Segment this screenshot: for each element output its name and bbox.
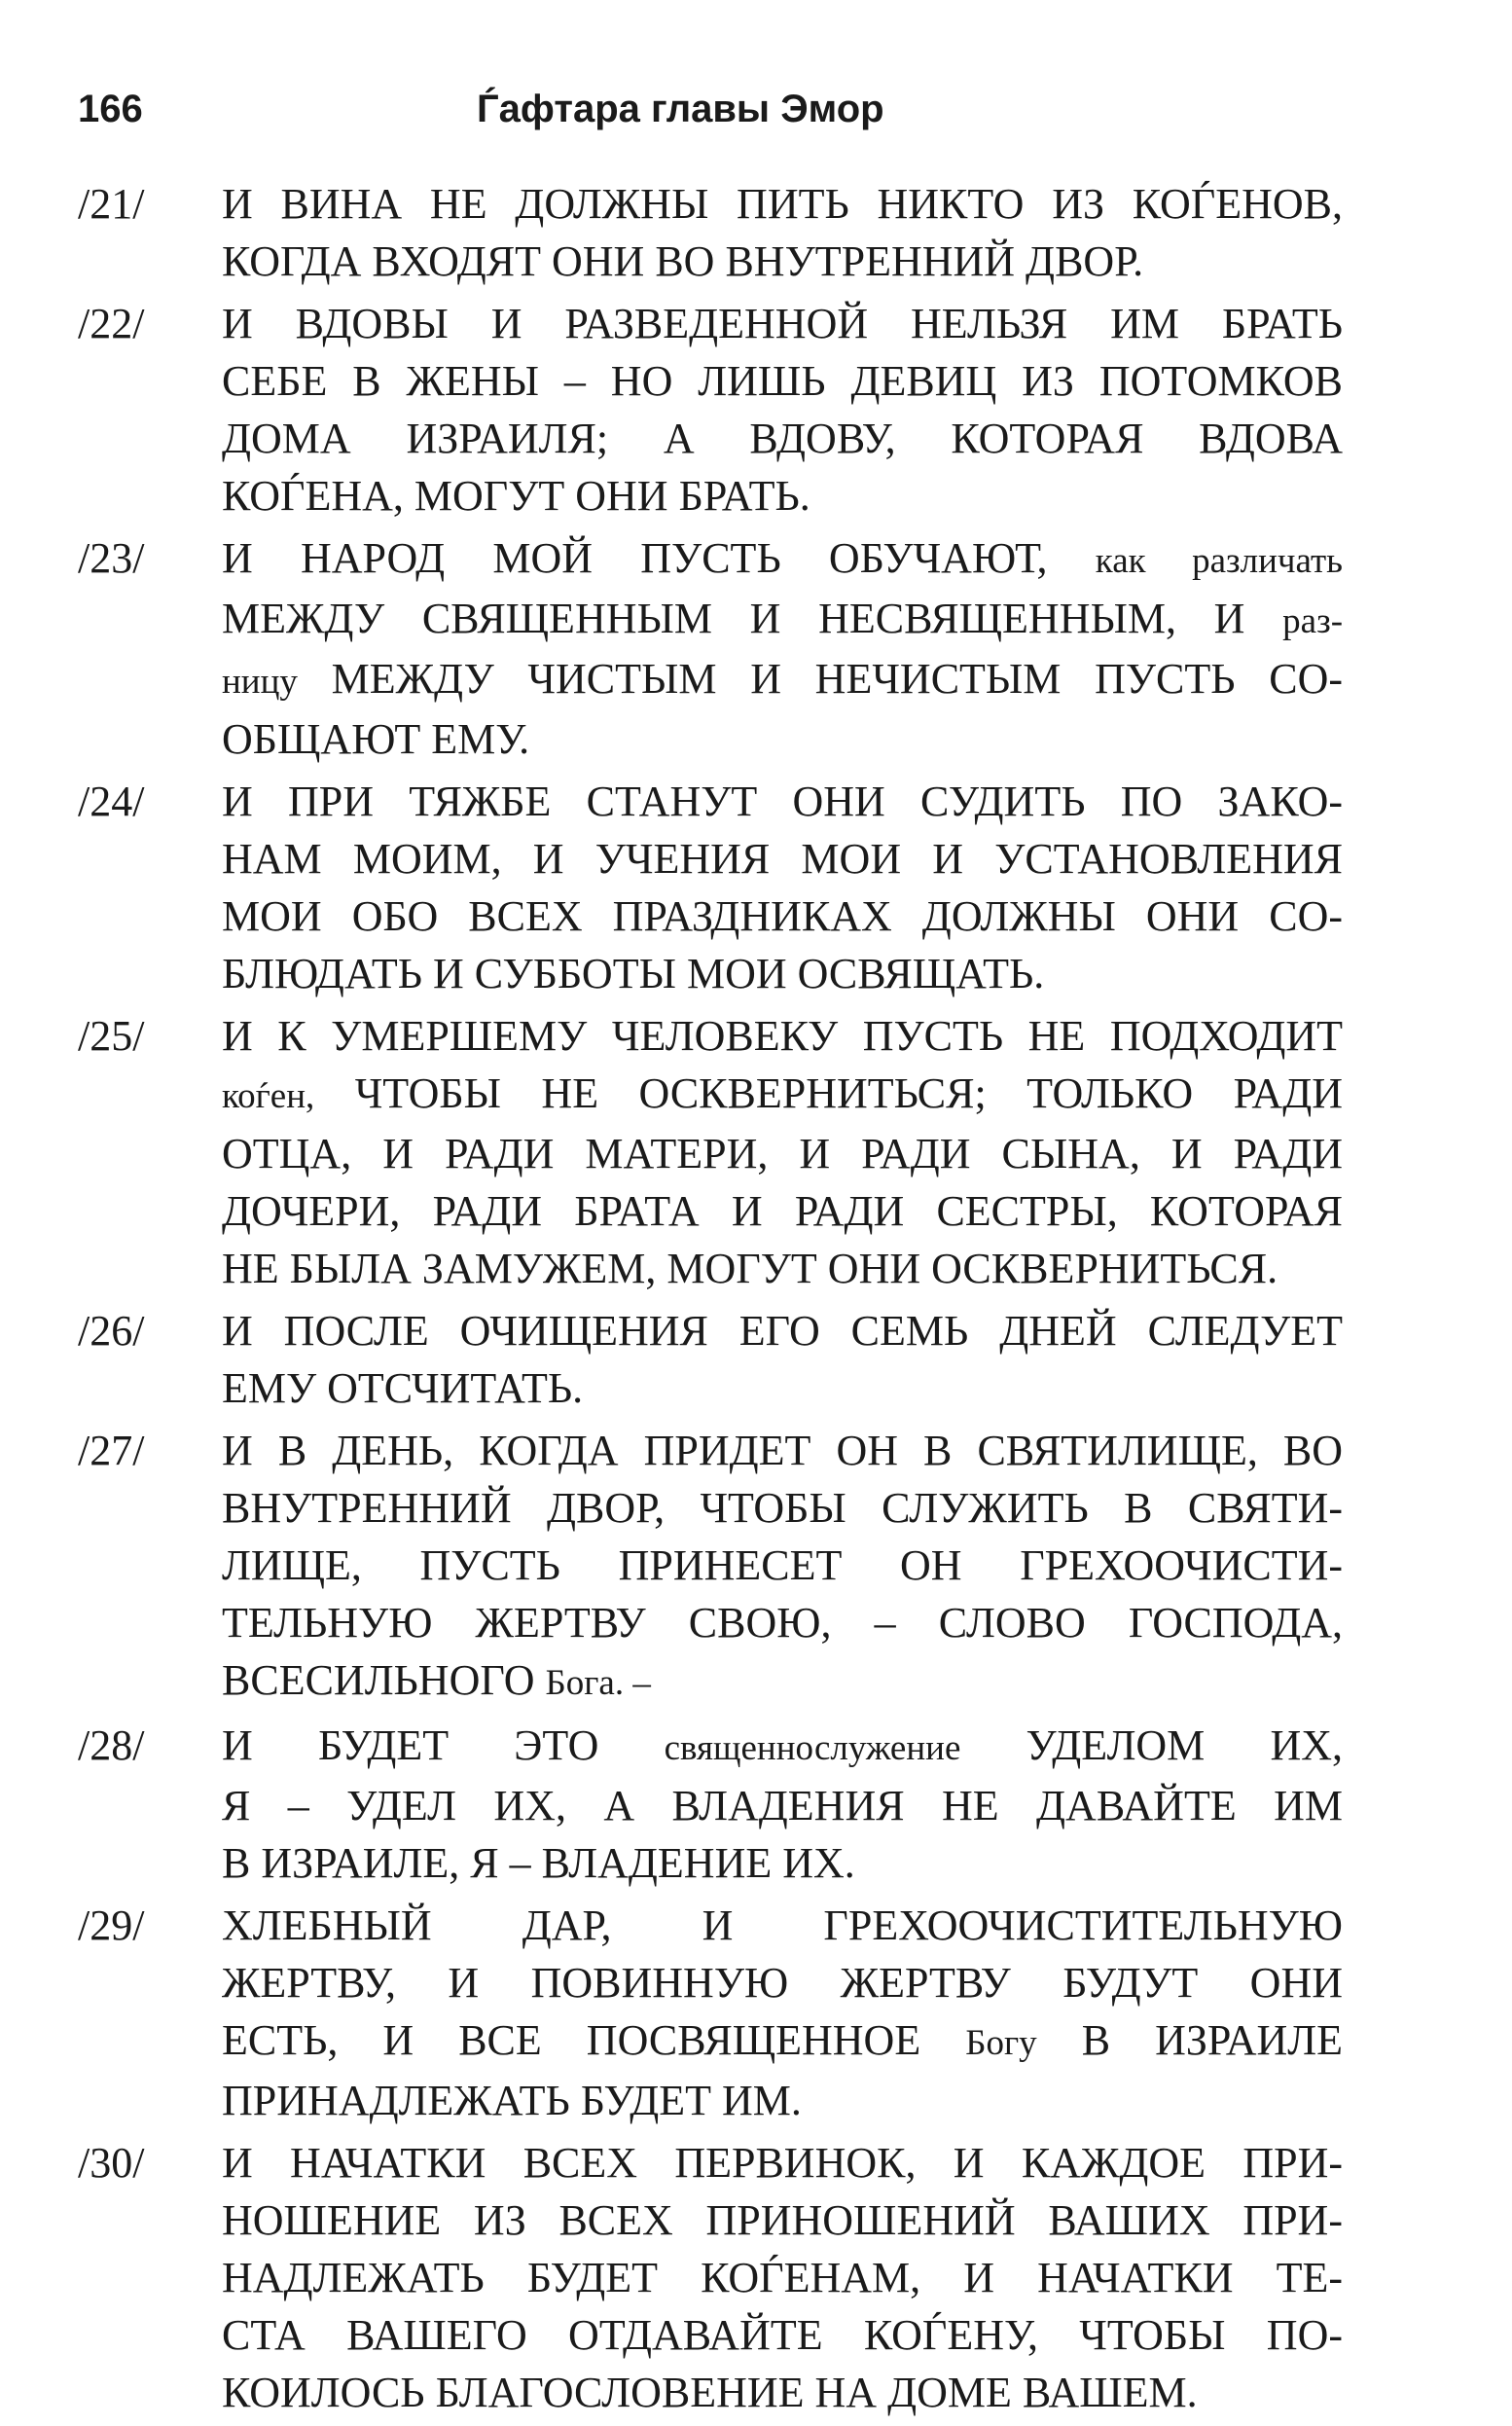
verse-number: /22/ (78, 300, 145, 347)
verse-line: КОИЛОСЬ БЛАГОСЛОВЕНИЕ НА ДОМЕ ВАШЕМ. (222, 2369, 1198, 2416)
verse-line: ПРИНАДЛЕЖАТЬ БУДЕТ ИМ. (222, 2077, 802, 2124)
verse-text (222, 773, 1343, 1002)
verse-line: И ВДОВЫ И РАЗВЕДЕННОЙ НЕЛЬЗЯ ИМ БРАТЬ (222, 300, 1343, 347)
verse-number: /26/ (78, 1307, 145, 1355)
verse-30 (78, 2134, 1343, 2421)
verse-line: ХЛЕБНЫЙ ДАР, И ГРЕХООЧИСТИТЕЛЬНУЮ (222, 1901, 1343, 1949)
verse-line: И ВИНА НЕ ДОЛЖНЫ ПИТЬ НИКТО ИЗ КОЃЕНОВ, (222, 180, 1343, 228)
verse-line-part-small: Бога. – (545, 1663, 651, 1703)
page-header (78, 80, 1343, 138)
verse-line: И ПОСЛЕ ОЧИЩЕНИЯ ЕГО СЕМЬ ДНЕЙ СЛЕДУЕТ (222, 1307, 1343, 1355)
verse-text (222, 1302, 1343, 1417)
verse-line: ОТЦА, И РАДИ МАТЕРИ, И РАДИ СЫНА, И РАДИ (222, 1130, 1343, 1177)
verse-line: И В ДЕНЬ, КОГДА ПРИДЕТ ОН В СВЯТИЛИЩЕ, ВО (222, 1427, 1343, 1474)
verse-list (78, 175, 1343, 2426)
verse-line-part: МЕЖДУ ЧИСТЫМ И НЕЧИСТЫМ ПУСТЬ СО- (331, 655, 1344, 703)
verse-number: /29/ (78, 1901, 145, 1949)
verse-line: ТЕЛЬНУЮ ЖЕРТВУ СВОЮ, – СЛОВО ГОСПОДА, (222, 1599, 1343, 1647)
verse-line: НАДЛЕЖАТЬ БУДЕТ КОЃЕНАМ, И НАЧАТКИ ТЕ- (222, 2254, 1343, 2301)
verse-number: /23/ (78, 534, 145, 582)
verse-line: ВНУТРЕННИЙ ДВОР, ЧТОБЫ СЛУЖИТЬ В СВЯТИ- (222, 1484, 1343, 1532)
verse-line-part-small: священнослужение (664, 1728, 961, 1768)
verse-text (222, 295, 1343, 525)
verse-line-part: МЕЖДУ СВЯЩЕННЫМ И НЕСВЯЩЕННЫМ, И (222, 595, 1245, 642)
verse-line-part: ЧТОБЫ НЕ ОСКВЕРНИТЬСЯ; ТОЛЬКО РАДИ (354, 1069, 1343, 1117)
verse-line (222, 2011, 1343, 2072)
verse-22 (78, 295, 1343, 525)
verse-line: ЛИЩЕ, ПУСТЬ ПРИНЕСЕТ ОН ГРЕХООЧИСТИ- (222, 1541, 1343, 1589)
verse-text (222, 175, 1343, 290)
verse-28 (78, 1717, 1343, 1892)
verse-text (222, 2134, 1343, 2421)
verse-line: ДОЧЕРИ, РАДИ БРАТА И РАДИ СЕСТРЫ, КОТОРАЯ (222, 1187, 1343, 1235)
verse-number: /21/ (78, 180, 145, 228)
verse-line: НАМ МОИМ, И УЧЕНИЯ МОИ И УСТАНОВЛЕНИЯ (222, 835, 1343, 883)
verse-line-part-small: как различать (1095, 541, 1344, 581)
verse-line (222, 590, 1343, 650)
verse-text (222, 1897, 1343, 2129)
verse-line-part-small: раз- (1282, 601, 1344, 641)
verse-text (222, 1717, 1343, 1892)
verse-line: И К УМЕРШЕМУ ЧЕЛОВЕКУ ПУСТЬ НЕ ПОДХОДИТ (222, 1012, 1343, 1060)
verse-21 (78, 175, 1343, 290)
verse-line: ЕМУ ОТСЧИТАТЬ. (222, 1364, 584, 1412)
verse-line: КОЃЕНА, МОГУТ ОНИ БРАТЬ. (222, 472, 810, 520)
verse-line-part-small: ницу (222, 662, 298, 702)
verse-line: ЖЕРТВУ, И ПОВИННУЮ ЖЕРТВУ БУДУТ ОНИ (222, 1959, 1343, 2007)
verse-line: КОГДА ВХОДЯТ ОНИ ВО ВНУТРЕННИЙ ДВОР. (222, 237, 1144, 285)
verse-text (222, 529, 1343, 768)
verse-line: В ИЗРАИЛЕ, Я – ВЛАДЕНИЕ ИХ. (222, 1839, 855, 1887)
verse-line (222, 1717, 1343, 1777)
verse-line: ОБЩАЮТ ЕМУ. (222, 715, 530, 763)
page-number: 166 (78, 88, 143, 130)
verse-26 (78, 1302, 1343, 1417)
verse-line (222, 650, 1343, 710)
verse-text (222, 1007, 1343, 1297)
verse-line-part: И БУДЕТ ЭТО (222, 1721, 599, 1769)
verse-number: /25/ (78, 1012, 145, 1060)
verse-29 (78, 1897, 1343, 2129)
verse-text (222, 1422, 1343, 1712)
verse-line (222, 1651, 1343, 1712)
verse-line-part: ЕСТЬ, И ВСЕ ПОСВЯЩЕННОЕ (222, 2016, 921, 2064)
verse-line-part: ВСЕСИЛЬНОГО (222, 1656, 535, 1704)
verse-25 (78, 1007, 1343, 1297)
verse-line: Я – УДЕЛ ИХ, А ВЛАДЕНИЯ НЕ ДАВАЙТЕ ИМ (222, 1782, 1343, 1829)
verse-line: НОШЕНИЕ ИЗ ВСЕХ ПРИНОШЕНИЙ ВАШИХ ПРИ- (222, 2196, 1343, 2244)
verse-24 (78, 773, 1343, 1002)
verse-number: /28/ (78, 1721, 145, 1769)
verse-line-part: УДЕЛОМ ИХ, (1026, 1721, 1344, 1769)
verse-line (222, 529, 1343, 590)
running-title: Ѓафтара главы Эмор (477, 88, 884, 130)
verse-line: НЕ БЫЛА ЗАМУЖЕМ, МОГУТ ОНИ ОСКВЕРНИТЬСЯ. (222, 1245, 1278, 1292)
verse-line (222, 1065, 1343, 1125)
verse-number: /30/ (78, 2139, 145, 2187)
verse-line-part: В ИЗРАИЛЕ (1081, 2016, 1344, 2064)
verse-line-part-small: коѓен, (222, 1076, 315, 1116)
verse-line: БЛЮДАТЬ И СУББОТЫ МОИ ОСВЯЩАТЬ. (222, 950, 1045, 997)
verse-line: ДОМА ИЗРАИЛЯ; А ВДОВУ, КОТОРАЯ ВДОВА (222, 415, 1343, 462)
verse-number: /27/ (78, 1427, 145, 1474)
verse-line: И ПРИ ТЯЖБЕ СТАНУТ ОНИ СУДИТЬ ПО ЗАКО- (222, 778, 1343, 825)
verse-line: СТА ВАШЕГО ОТДАВАЙТЕ КОЃЕНУ, ЧТОБЫ ПО- (222, 2311, 1343, 2359)
verse-line-part-small: Богу (965, 2023, 1037, 2063)
verse-number: /24/ (78, 778, 145, 825)
verse-line: МОИ ОБО ВСЕХ ПРАЗДНИКАХ ДОЛЖНЫ ОНИ СО- (222, 892, 1343, 940)
verse-line: И НАЧАТКИ ВСЕХ ПЕРВИНОК, И КАЖДОЕ ПРИ- (222, 2139, 1343, 2187)
verse-line: СЕБЕ В ЖЕНЫ – НО ЛИШЬ ДЕВИЦ ИЗ ПОТОМКОВ (222, 357, 1343, 405)
verse-27 (78, 1422, 1343, 1712)
verse-23 (78, 529, 1343, 768)
verse-line-part: И НАРОД МОЙ ПУСТЬ ОБУЧАЮТ, (222, 534, 1048, 582)
